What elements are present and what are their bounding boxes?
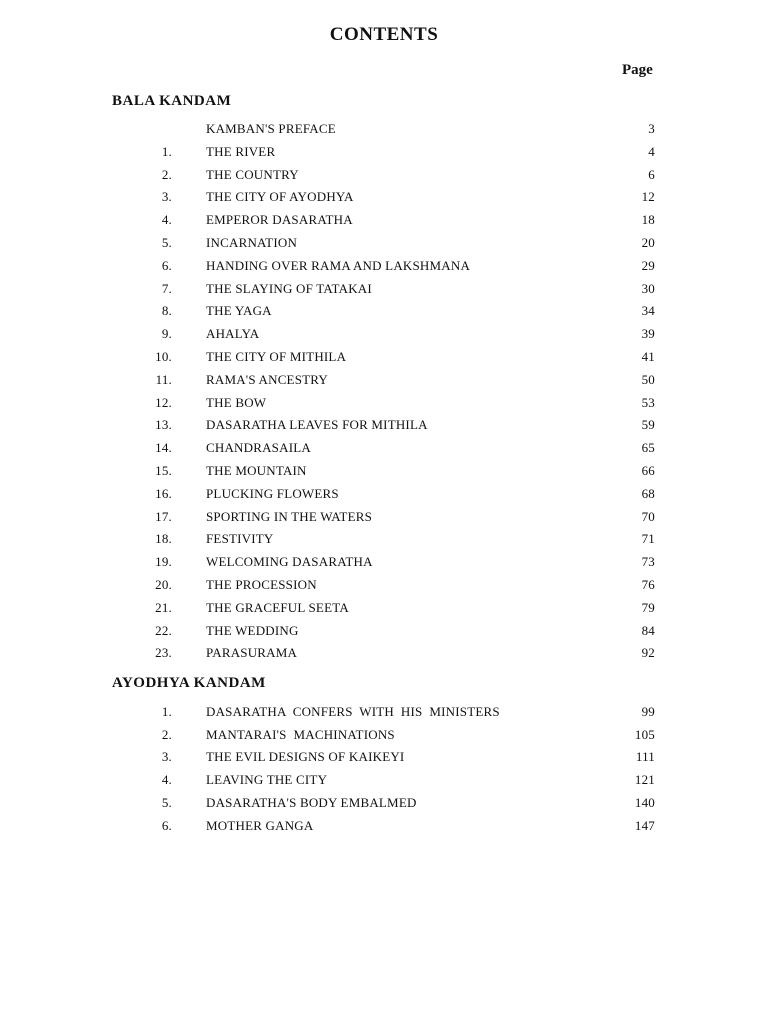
entry-page-number: 92 — [641, 645, 655, 661]
entry-number: 11. — [155, 371, 172, 387]
toc-entry — [0, 749, 768, 771]
entry-number: 15. — [155, 463, 172, 478]
toc-entry — [0, 509, 768, 531]
entry-page-number: 20 — [641, 235, 655, 250]
entry-number: 2. — [161, 166, 172, 182]
entry-number: 6. — [161, 257, 172, 273]
entry-number: 9. — [161, 326, 172, 342]
entry-title: HANDING OVER RAMA AND LAKSHMANA — [206, 257, 471, 273]
entry-page-number: 65 — [641, 440, 655, 456]
page-column-header: Page — [622, 62, 653, 78]
entry-number: 13. — [155, 417, 172, 433]
entry-title: KAMBAN'S PREFACE — [206, 121, 336, 136]
toc-entry — [0, 463, 768, 485]
entry-title: THE PROCESSION — [206, 577, 317, 592]
entry-title: THE RIVER — [206, 143, 276, 159]
entry-title: LEAVING THE CITY — [206, 772, 328, 788]
entry-number: 10. — [155, 349, 172, 364]
entry-page-number: 41 — [641, 349, 655, 364]
entry-title: DASARATHA'S BODY EMBALMED — [206, 794, 417, 810]
entry-page-number: 140 — [634, 794, 655, 810]
entry-page-number: 68 — [641, 485, 655, 501]
page-title: CONTENTS — [329, 24, 439, 45]
entry-number: 21. — [155, 599, 172, 615]
entry-number: 7. — [161, 280, 172, 296]
toc-entry — [0, 795, 768, 817]
entry-title: FESTIVITY — [206, 531, 274, 547]
entry-number: 2. — [161, 726, 172, 742]
entry-title: SPORTING IN THE WATERS — [206, 508, 373, 524]
entry-title: THE GRACEFUL SEETA — [206, 599, 349, 615]
entry-number: 12. — [155, 394, 172, 410]
entry-title: AHALYA — [206, 326, 260, 342]
entry-page-number: 147 — [634, 817, 655, 833]
toc-entry — [0, 144, 768, 166]
entry-number: 3. — [161, 749, 172, 765]
entry-page-number: 99 — [641, 704, 655, 719]
entry-title: PLUCKING FLOWERS — [206, 485, 339, 501]
entry-page-number: 66 — [641, 463, 655, 478]
toc-entry — [0, 600, 768, 622]
entry-page-number: 50 — [641, 371, 655, 387]
entry-title: CHANDRASAILA — [206, 440, 311, 456]
entry-page-number: 4 — [648, 143, 655, 159]
entry-number: 4. — [161, 212, 172, 228]
toc-entry — [0, 212, 768, 234]
toc-entry — [0, 531, 768, 553]
entry-page-number: 84 — [641, 622, 655, 638]
entry-page-number: 73 — [641, 554, 655, 570]
entry-number: 3. — [161, 189, 172, 205]
toc-entry — [0, 349, 768, 371]
toc-entry — [0, 645, 768, 667]
toc-entry — [0, 167, 768, 189]
toc-entry — [0, 577, 768, 599]
entry-number: 17. — [155, 508, 172, 524]
entry-number: 20. — [155, 577, 172, 592]
entry-page-number: 39 — [641, 326, 655, 342]
toc-entry — [0, 623, 768, 645]
entry-number: 14. — [155, 440, 172, 456]
toc-entry — [0, 486, 768, 508]
entry-number: 1. — [161, 143, 172, 159]
entry-title: THE SLAYING OF TATAKAI — [206, 280, 372, 296]
entry-page-number: 53 — [641, 394, 655, 410]
entry-title: THE CITY OF AYODHYA — [206, 189, 354, 205]
entry-page-number: 105 — [634, 726, 655, 742]
entry-title: INCARNATION — [206, 235, 298, 250]
entry-number: 16. — [155, 485, 172, 501]
entry-page-number: 111 — [635, 749, 655, 765]
entry-title: DASARATHA CONFERS WITH HIS MINISTERS — [206, 704, 500, 719]
entry-title: RAMA'S ANCESTRY — [206, 371, 329, 387]
entry-page-number: 29 — [641, 257, 655, 273]
toc-entry — [0, 554, 768, 576]
entry-page-number: 30 — [641, 280, 655, 296]
entry-title: THE MOUNTAIN — [206, 463, 307, 478]
entry-title: WELCOMING DASARATHA — [206, 554, 373, 570]
entry-page-number: 34 — [641, 303, 655, 319]
toc-entry — [0, 372, 768, 394]
entry-page-number: 12 — [641, 189, 655, 205]
toc-entry — [0, 258, 768, 280]
entry-page-number: 6 — [648, 166, 655, 182]
entry-title: THE WEDDING — [206, 622, 299, 638]
entry-number: 19. — [155, 554, 172, 570]
entry-number: 23. — [155, 645, 172, 661]
toc-entry — [0, 235, 768, 257]
toc-entry — [0, 727, 768, 749]
entry-page-number: 76 — [641, 577, 655, 592]
entry-number: 22. — [155, 622, 172, 638]
entry-number: 4. — [161, 772, 172, 788]
entry-title: EMPEROR DASARATHA — [206, 212, 353, 228]
entry-number: 8. — [161, 303, 172, 319]
entry-title: THE CITY OF MITHILA — [206, 349, 347, 364]
entry-page-number: 71 — [641, 531, 655, 547]
toc-entry — [0, 281, 768, 303]
entry-title: PARASURAMA — [206, 645, 298, 661]
entry-number: 5. — [161, 235, 172, 250]
entry-number: 5. — [161, 794, 172, 810]
entry-title: THE COUNTRY — [206, 166, 299, 182]
toc-entry — [0, 303, 768, 325]
entry-page-number: 3 — [648, 121, 655, 136]
toc-entry — [0, 704, 768, 726]
entry-page-number: 59 — [641, 417, 655, 433]
entry-title: DASARATHA LEAVES FOR MITHILA — [206, 417, 428, 433]
section-heading-ayodhya-kandam: AYODHYA KANDAM — [112, 675, 266, 691]
toc-entry — [0, 440, 768, 462]
toc-entry — [0, 121, 768, 143]
toc-entry — [0, 818, 768, 840]
entry-title: MOTHER GANGA — [206, 817, 314, 833]
entry-page-number: 121 — [634, 772, 655, 788]
toc-entry — [0, 417, 768, 439]
entry-title: THE BOW — [206, 394, 267, 410]
entry-page-number: 79 — [641, 599, 655, 615]
section-heading-bala-kandam: BALA KANDAM — [112, 93, 232, 109]
toc-entry — [0, 772, 768, 794]
toc-entry — [0, 326, 768, 348]
entry-title: MANTARAI'S MACHINATIONS — [206, 726, 395, 742]
entry-page-number: 18 — [641, 212, 655, 228]
entry-number: 1. — [161, 704, 172, 719]
toc-entry — [0, 189, 768, 211]
entry-title: THE EVIL DESIGNS OF KAIKEYI — [206, 749, 405, 765]
entry-number: 6. — [161, 817, 172, 833]
toc-entry — [0, 395, 768, 417]
entry-page-number: 70 — [641, 508, 655, 524]
entry-number: 18. — [155, 531, 172, 547]
entry-title: THE YAGA — [206, 303, 272, 319]
